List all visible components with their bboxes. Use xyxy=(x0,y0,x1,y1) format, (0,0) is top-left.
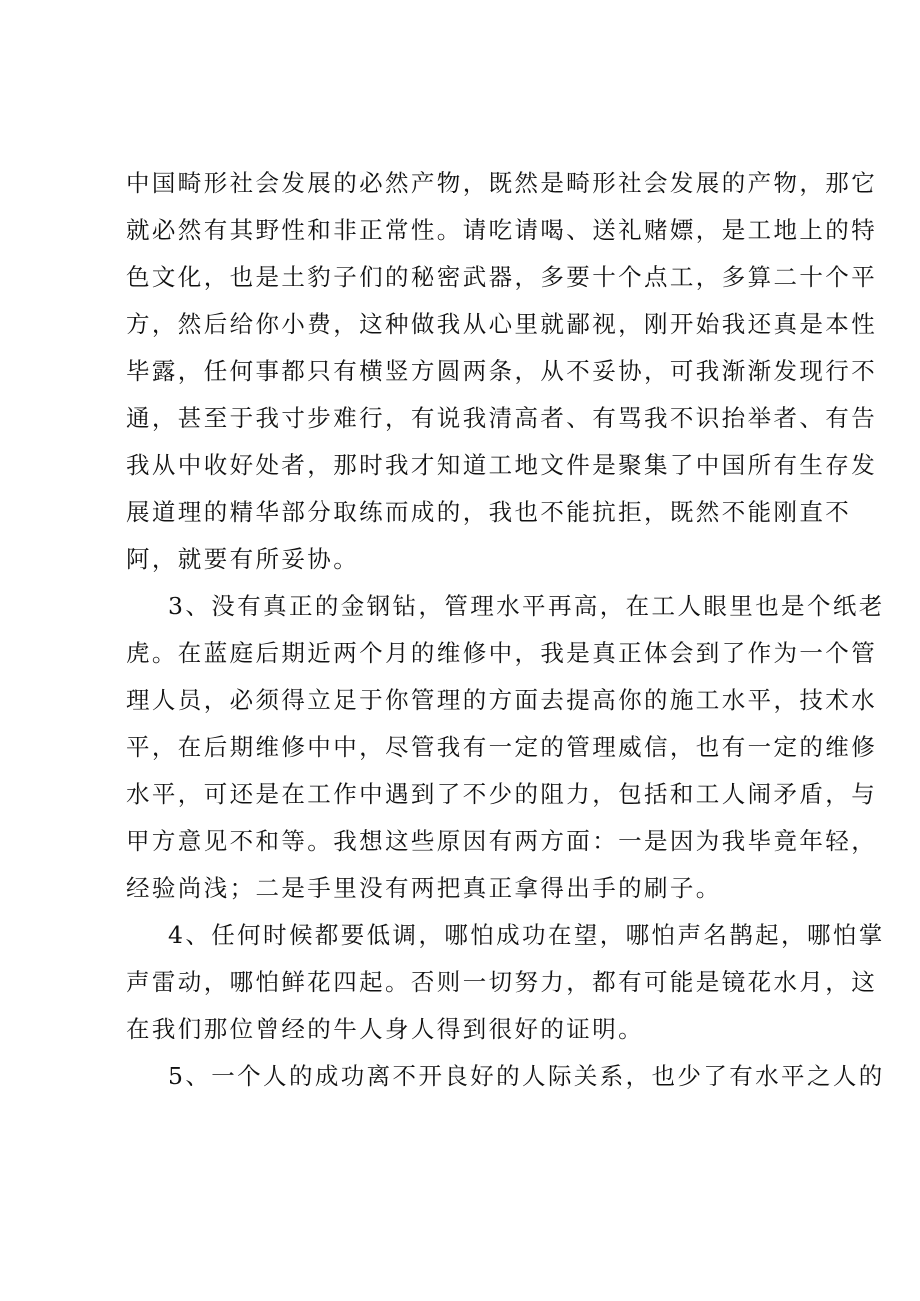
text-line: 经验尚浅；二是手里没有两把真正拿得出手的刷子。 xyxy=(126,874,722,902)
text-line: 我从中收好处者，那时我才知道工地文件是聚集了中国所有生存发 xyxy=(126,451,878,479)
text-line: 阿，就要有所妥协。 xyxy=(126,545,360,573)
text-line: 在我们那位曾经的牛人身人得到很好的证明。 xyxy=(126,1015,644,1043)
text-line: 水平，可还是在工作中遇到了不少的阻力，包括和工人闹矛盾，与 xyxy=(126,780,878,808)
text-line: 中国畸形社会发展的必然产物，既然是畸形社会发展的产物，那它 xyxy=(126,169,878,197)
paragraph-3-first-line: 3、没有真正的金钢钻，管理水平再高，在工人眼里也是个纸老 xyxy=(168,592,885,620)
text-line: 虎。在蓝庭后期近两个月的维修中，我是真正体会到了作为一个管 xyxy=(126,639,878,667)
text-line: 通，甚至于我寸步难行，有说我清高者、有骂我不识抬举者、有告 xyxy=(126,404,878,432)
text-line: 方，然后给你小费，这种做我从心里就鄙视，刚开始我还真是本性 xyxy=(126,310,878,338)
text-line: 毕露，任何事都只有横竖方圆两条，从不妥协，可我渐渐发现行不 xyxy=(126,357,878,385)
paragraph-4-first-line: 4、任何时候都要低调，哪怕成功在望，哪怕声名鹊起，哪怕掌 xyxy=(168,921,885,949)
text-line: 就必然有其野性和非正常性。请吃请喝、送礼赌嫖，是工地上的特 xyxy=(126,216,878,244)
paragraph-5-first-line: 5、一个人的成功离不开良好的人际关系，也少了有水平之人的 xyxy=(168,1062,885,1090)
text-line: 甲方意见不和等。我想这些原因有两方面：一是因为我毕竟年轻， xyxy=(126,827,878,855)
text-line: 平，在后期维修中中，尽管我有一定的管理威信，也有一定的维修 xyxy=(126,733,878,761)
text-line: 色文化，也是土豹子们的秘密武器，多要十个点工，多算二十个平 xyxy=(126,263,878,291)
text-line: 声雷动，哪怕鲜花四起。否则一切努力，都有可能是镜花水月，这 xyxy=(126,968,878,996)
text-line: 理人员，必须得立足于你管理的方面去提高你的施工水平，技术水 xyxy=(126,686,878,714)
text-line: 展道理的精华部分取练而成的，我也不能抗拒，既然不能刚直不 xyxy=(126,498,852,526)
